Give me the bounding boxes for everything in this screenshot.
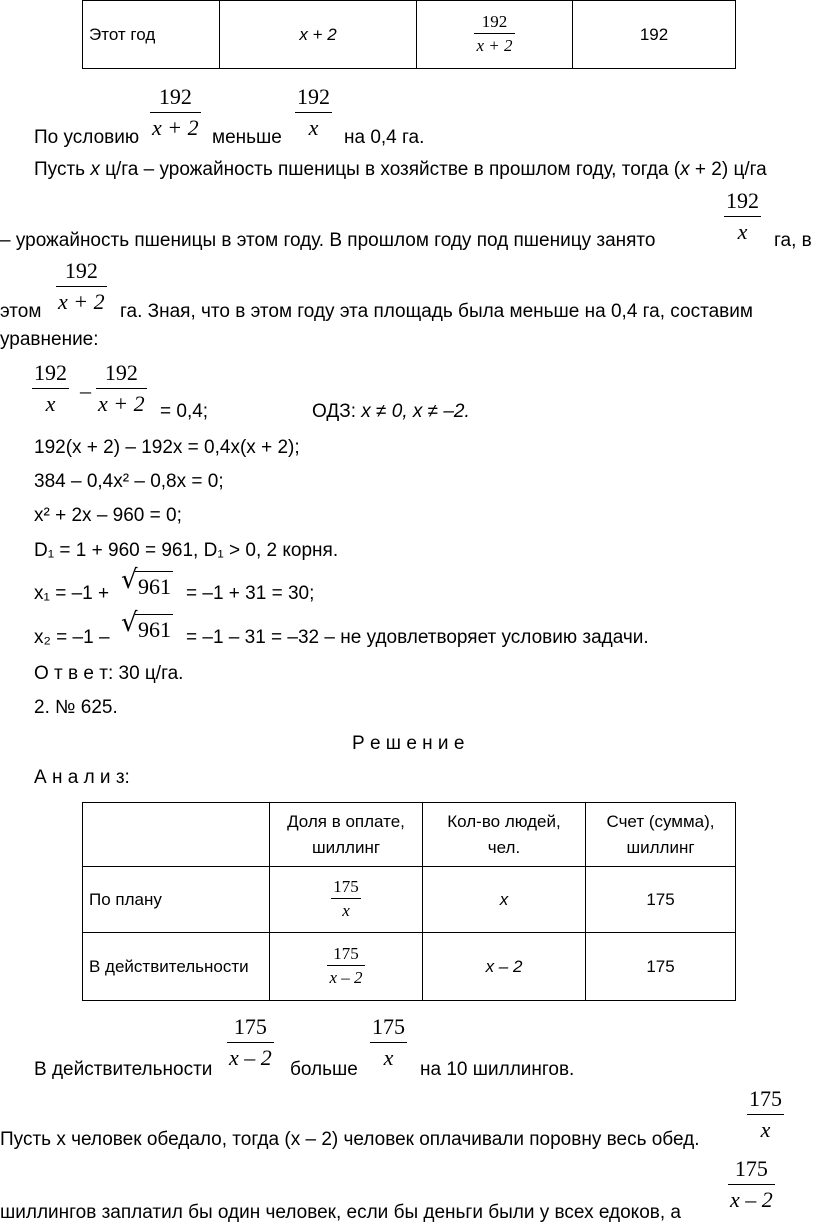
fraction: $\frac{192}{x + 2}$ [152, 84, 199, 140]
text-line: D₁ = 1 + 960 = 961, D₁ > 0, 2 корня. [34, 540, 339, 561]
fraction: $\frac{175}{x - 2}$ [329, 944, 363, 987]
table-cell: В действительности [83, 933, 270, 1001]
text-line: меньше [212, 127, 282, 148]
fraction: $\frac{175}{x}$ [372, 1014, 405, 1070]
table-cell: Этот год [83, 1, 220, 69]
table-header-cell: Счет (сумма), шиллинг [586, 803, 736, 867]
table-cell: x + 2 [220, 1, 417, 69]
text-line: на 0,4 га. [344, 127, 425, 148]
text-line: x₁ = –1 + [34, 583, 110, 604]
fraction: $\frac{175}{x - 2}$ [730, 1156, 773, 1212]
text-line: = –1 + 31 = 30; [186, 583, 315, 604]
text-line: Пусть x человек обедало, тогда (x – 2) человек оплачивали поровну весь обед. [0, 1129, 700, 1150]
text-line: Пусть x ц/га – урожайность пшеницы в хозяйстве в прошлом году, тогда (x + 2) ц/га [34, 159, 767, 180]
text-line: = 0,4; [160, 401, 209, 422]
text-line: По условию [34, 127, 140, 148]
section-heading: А н а л и з: [34, 767, 130, 788]
text-line: = –1 – 31 = –32 – не удовлетворяет условию задачи. [186, 627, 649, 648]
table-header-cell: Кол-во людей, чел. [423, 803, 586, 867]
text-line: га, в [774, 230, 812, 251]
text-line: га. Зная, что в этом году эта площадь была меньше на 0,4 га, составим [120, 301, 753, 322]
fraction: $\frac{192}{x}$ [297, 84, 330, 140]
text-line: шиллингов заплатил бы один человек, если бы деньги были у всех едоков, а [0, 1202, 681, 1223]
table-cell: 192 [573, 1, 736, 69]
text-line: 384 – 0,4x² – 0,8x = 0; [34, 471, 224, 492]
sqrt-expression: √ 961 [121, 565, 171, 599]
task-number: 2. № 625. [34, 697, 118, 718]
text-line: этом [0, 301, 42, 322]
table-1 [82, 0, 736, 69]
table-cell [270, 933, 423, 1001]
text-line: больше [290, 1059, 358, 1080]
fraction: $\frac{192}{x + 2}$ [98, 360, 145, 416]
table-header-cell [83, 803, 270, 867]
fraction: $\frac{192}{x}$ [726, 188, 759, 244]
fraction: $\frac{175}{x - 2}$ [229, 1014, 272, 1070]
table-cell: 175 [586, 933, 736, 1001]
table-cell: x [423, 867, 586, 933]
text-line: x² + 2x – 960 = 0; [34, 505, 182, 526]
table-cell: x – 2 [423, 933, 586, 1001]
fraction: $\frac{192}{x}$ [34, 360, 67, 416]
table-header-row [83, 803, 736, 867]
text-line: В действительности [34, 1059, 213, 1080]
fraction: $\frac{175}{x}$ [749, 1086, 782, 1142]
text-line: 192(x + 2) – 192x = 0,4x(x + 2); [34, 437, 300, 458]
table-2 [82, 802, 736, 1001]
table-row [83, 933, 736, 1001]
table-row [83, 1, 736, 69]
sqrt-expression: √ 961 [121, 608, 171, 642]
fraction: $\frac{192}{x + 2}$ [58, 258, 105, 314]
section-heading: Р е ш е н и е [352, 733, 465, 754]
text-line: x₂ = –1 – [34, 627, 110, 648]
text-line: уравнение: [0, 329, 99, 350]
table-cell [270, 867, 423, 933]
table-cell: По плану [83, 867, 270, 933]
table-row [83, 867, 736, 933]
fraction: $\frac{192}{x + 2}$ [476, 12, 513, 55]
answer: О т в е т: 30 ц/га. [34, 663, 184, 684]
text-line: – урожайность пшеницы в этом году. В прошлом году под пшеницу занято [0, 230, 656, 251]
table-cell: 175 [586, 867, 736, 933]
fraction: $\frac{175}{x}$ [333, 877, 359, 920]
text-line: на 10 шиллингов. [420, 1059, 575, 1080]
table-header-cell: Доля в оплате, шиллинг [270, 803, 423, 867]
table-cell [417, 1, 573, 69]
minus-sign: – [80, 378, 91, 403]
text-line: ОДЗ: x ≠ 0, x ≠ –2. [312, 401, 470, 422]
